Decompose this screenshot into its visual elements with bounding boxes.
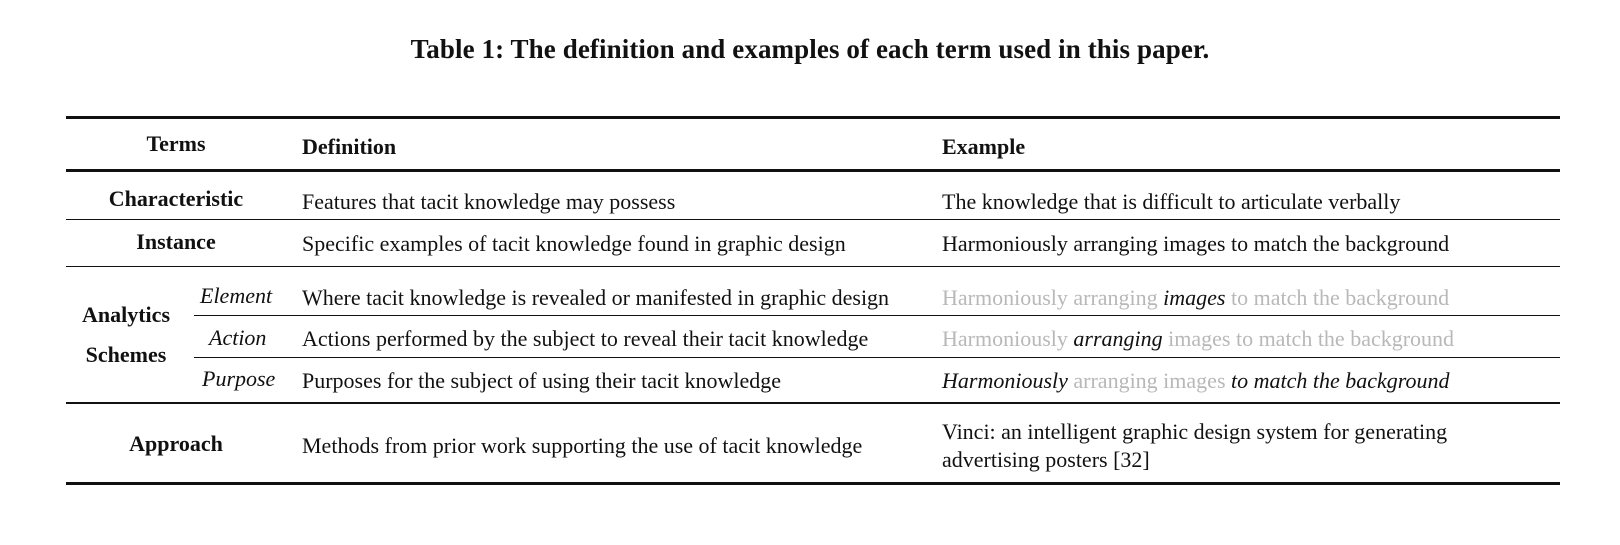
definition-purpose: Purposes for the subject of using their tacit knowledge: [302, 368, 782, 393]
definition-approach: Methods from prior work supporting the use of tacit knowledge: [302, 433, 863, 458]
term-instance: Instance: [136, 229, 216, 254]
example-action: [942, 325, 1454, 353]
example-instance: Harmoniously arranging images to match the background: [942, 231, 1450, 256]
example-highlight: arranging: [1073, 326, 1163, 351]
header-rule: [66, 169, 1560, 172]
term-analytics-line1: Analytics: [82, 302, 170, 327]
definition-characteristic: Features that tacit knowledge may possess: [302, 189, 676, 214]
row-divider: [66, 219, 1560, 220]
term-characteristic: Characteristic: [108, 186, 244, 211]
subterm-action: Action: [209, 325, 267, 350]
bottom-rule: [66, 482, 1560, 485]
top-rule: [66, 116, 1560, 119]
example-highlight: images: [1163, 285, 1226, 310]
example-faded-text: Harmoniously arranging: [942, 285, 1164, 310]
row-divider: [66, 402, 1560, 404]
table-caption: Table 1: The definition and examples of each term used in this paper.: [410, 34, 1210, 64]
example-faded-text: Harmoniously: [942, 326, 1074, 351]
example-element: [942, 284, 1449, 312]
header-example: Example: [942, 134, 1026, 159]
row-divider: [66, 266, 1560, 267]
subrow-divider: [194, 357, 1560, 358]
example-approach: Vinci: an intelligent graphic design system for generating advertising posters [32]: [942, 419, 1448, 472]
definition-element: Where tacit knowledge is revealed or manifested in graphic design: [302, 285, 890, 310]
subrow-divider: [194, 315, 1560, 316]
term-approach: Approach: [129, 431, 223, 456]
header-terms: Terms: [146, 131, 206, 156]
example-characteristic: The knowledge that is difficult to articulate verbally: [942, 189, 1401, 214]
subterm-element: Element: [200, 283, 273, 308]
example-faded-text: arranging images: [1067, 368, 1231, 393]
example-purpose: [942, 367, 1450, 395]
term-analytics-line2: Schemes: [85, 342, 167, 367]
example-faded-text: to match the background: [1225, 285, 1450, 310]
header-definition: Definition: [302, 134, 397, 159]
subterm-purpose: Purpose: [202, 366, 276, 391]
definition-action: Actions performed by the subject to reveal their tacit knowledge: [302, 326, 869, 351]
definition-instance: Specific examples of tacit knowledge found in graphic design: [302, 231, 846, 256]
example-faded-text: images to match the background: [1162, 326, 1455, 351]
example-highlight: Harmoniously: [942, 368, 1068, 393]
example-highlight: to match the background: [1231, 368, 1450, 393]
